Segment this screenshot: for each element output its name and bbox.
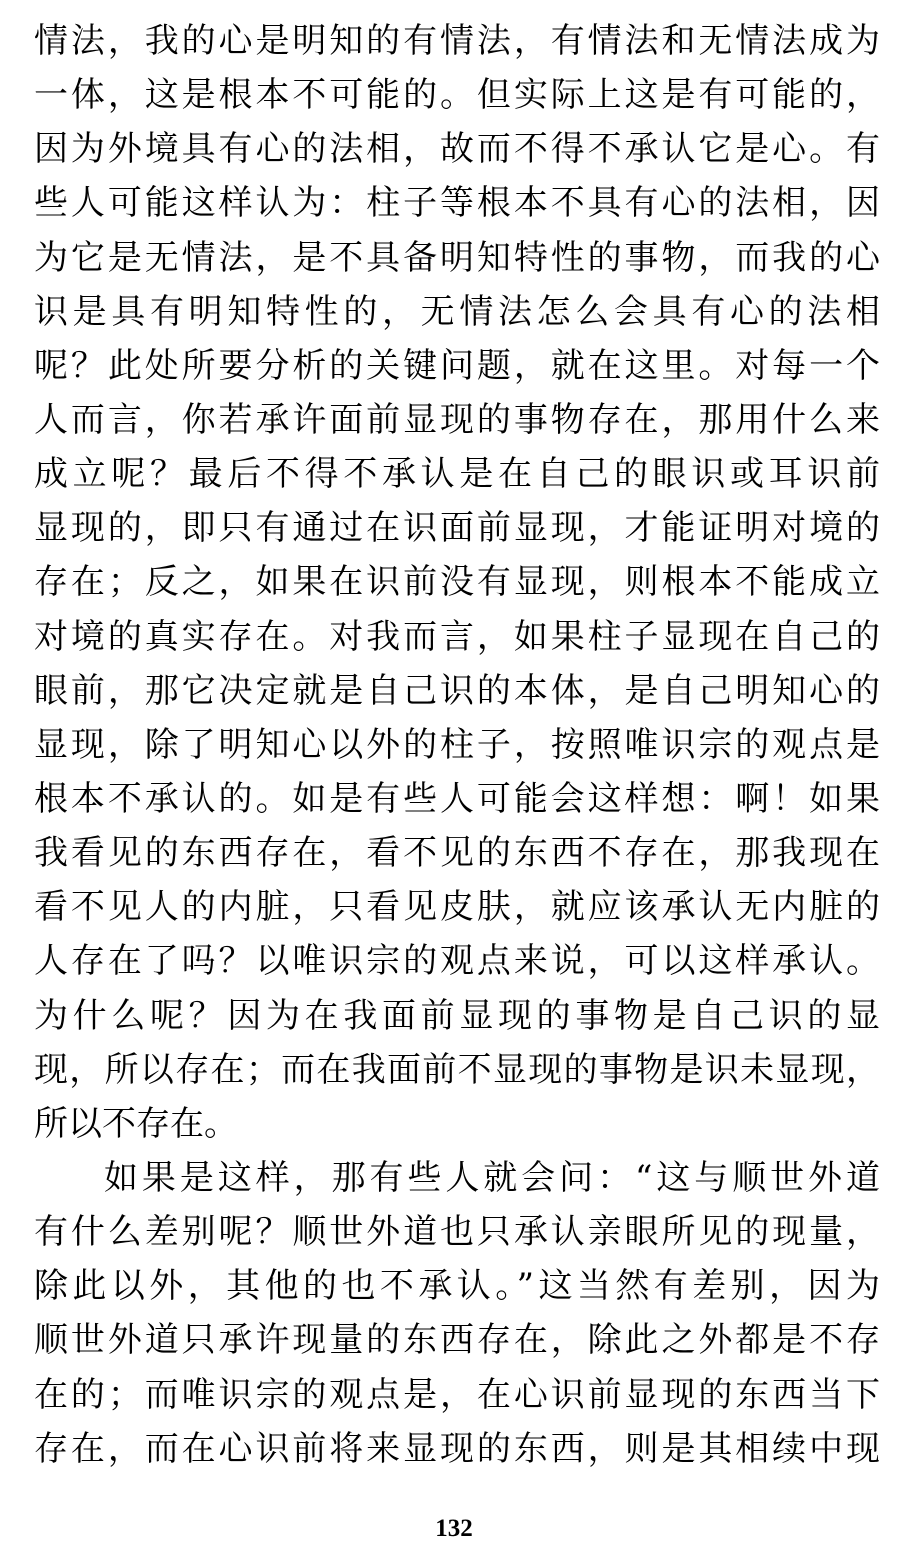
body-text xyxy=(34,14,880,1476)
text-line: 一体，这是根本不可能的。但实际上这是有可能的， xyxy=(34,75,880,116)
text-line: 眼前，那它决定就是自己识的本体，是自己明知心的 xyxy=(34,670,880,711)
text-line: 顺世外道只承许现量的东西存在，除此之外都是不存 xyxy=(34,1320,880,1361)
text-line: 识是具有明知特性的，无情法怎么会具有心的法相 xyxy=(34,291,880,332)
text-line: 呢？此处所要分析的关键问题，就在这里。对每一个 xyxy=(34,345,880,386)
text-line: 些人可能这样认为：柱子等根本不具有心的法相，因 xyxy=(34,183,880,224)
text-line: 情法，我的心是明知的有情法，有情法和无情法成为 xyxy=(34,21,880,61)
text-line: 人而言，你若承许面前显现的事物存在，那用什么来 xyxy=(34,399,880,440)
text-line: 存在，而在心识前将来显现的东西，则是其相续中现 xyxy=(34,1428,880,1469)
paragraph-start-line: 如果是这样，那有些人就会问：“这与顺世外道 xyxy=(104,1157,880,1198)
paragraph-end-line: 所以不存在。 xyxy=(34,1103,238,1144)
text-line: 显现，除了明知心以外的柱子，按照唯识宗的观点是 xyxy=(34,724,880,765)
text-line: 根本不承认的。如是有些人可能会这样想：啊！如果 xyxy=(34,778,880,819)
text-line: 为它是无情法，是不具备明知特性的事物，而我的心 xyxy=(34,237,880,278)
text-line: 成立呢？最后不得不承认是在自己的眼识或耳识前 xyxy=(34,454,880,495)
text-line: 为什么呢？因为在我面前显现的事物是自己识的显 xyxy=(34,995,880,1036)
text-line: 人存在了吗？以唯识宗的观点来说，可以这样承认。 xyxy=(34,941,880,982)
text-line: 看不见人的内脏，只看见皮肤，就应该承认无内脏的 xyxy=(34,887,880,928)
text-line: 因为外境具有心的法相，故而不得不承认它是心。有 xyxy=(34,129,880,170)
text-line: 存在；反之，如果在识前没有显现，则根本不能成立 xyxy=(34,562,880,603)
text-line: 在的；而唯识宗的观点是，在心识前显现的东西当下 xyxy=(34,1374,880,1415)
text-line: 除此以外，其他的也不承认。”这当然有差别，因为 xyxy=(34,1266,880,1307)
text-line: 我看见的东西存在，看不见的东西不存在，那我现在 xyxy=(34,833,880,874)
text-line: 显现的，即只有通过在识面前显现，才能证明对境的 xyxy=(34,508,880,549)
text-line: 对境的真实存在。对我而言，如果柱子显现在自己的 xyxy=(34,616,880,657)
text-line: 有什么差别呢？顺世外道也只承认亲眼所见的现量， xyxy=(34,1212,880,1253)
text-line: 现，所以存在；而在我面前不显现的事物是识未显现， xyxy=(34,1049,880,1090)
page-number: 132 xyxy=(435,1515,473,1542)
